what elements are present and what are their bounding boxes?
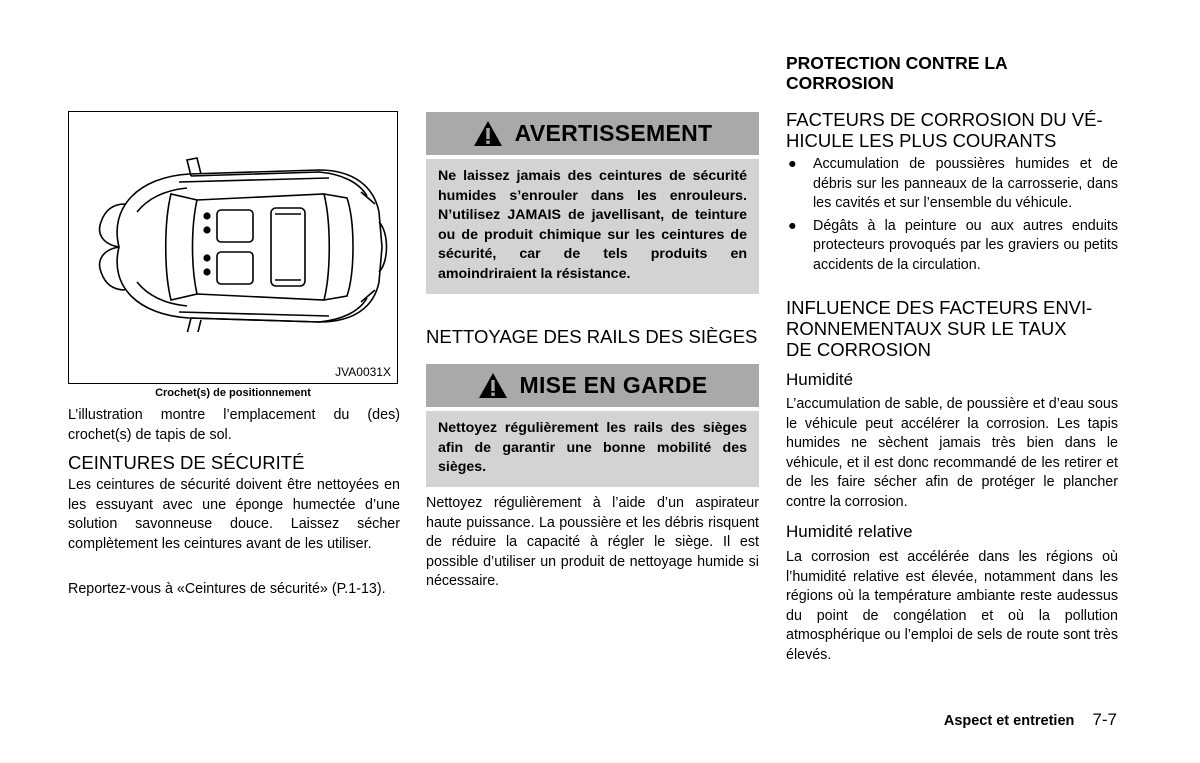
- list-item: ● Accumulation de poussières humides et de débris sur les panneaux de la carrosserie, dans les cavités et sur l’ensemble du véhicule.: [788, 156, 1118, 212]
- seatbelt-heading: CEINTURES DE SÉCURITÉ: [68, 452, 305, 473]
- warning-triangle-icon: [473, 120, 503, 147]
- relative-humidity-heading: Humidité relative: [786, 522, 913, 541]
- warning-triangle-icon: [478, 372, 508, 399]
- factors-heading: FACTEURS DE CORROSION DU VÉHICULE LES PLUS COURANTS: [786, 109, 1103, 151]
- rails-paragraph: Nettoyez régulièrement à l’aide d’un aspirateur haute puissance. La poussière et les débris risquent de réduire la capacité à régler le siège. Il est possible d’utiliser un produit de nettoyage humide si nécessaire.: [426, 495, 759, 590]
- relative-humidity-paragraph: La corrosion est accélérée dans les régions où l’humidité relative est élevée, notamment dans les régions où la température ambiante reste audessus du point de congélation et où la pollution atmosphérique ou l’emploi de sels de route sont très élevés.: [786, 549, 1118, 663]
- seatbelt-paragraph: Les ceintures de sécurité doivent être nettoyées en les essuyant avec une éponge humectée d’une solution savonneuse douce. Laissez sécher complètement les ceintures avant de les utiliser.: [68, 477, 400, 552]
- caution-body: Nettoyez régulièrement les rails des sièges afin de garantir une bonne mobilité des sièges.: [426, 411, 759, 487]
- footer-section-name: Aspect et entretien: [943, 713, 1075, 729]
- page-number: 7-7: [1092, 710, 1117, 729]
- chapter-heading: PROTECTION CONTRE LA CORROSION: [786, 53, 1008, 93]
- warning-title: AVERTISSEMENT: [514, 120, 713, 146]
- page-footer: [944, 710, 1117, 730]
- caution-header: [426, 364, 759, 407]
- factors-list: [786, 155, 1118, 276]
- warning-body: Ne laissez jamais des ceintures de sécurité humides s’enrouler dans les enrouleurs. N’utilisez JAMAIS de javellisant, de teinture ou de produit chimique sur les ceintures de sécurité, car de tels produits en amoindriraient la résistance.: [426, 159, 759, 294]
- figure-box: [68, 111, 398, 384]
- humidity-paragraph: L’accumulation de sable, de poussière et d’eau sous le véhicule peut accélérer la corrosion. Les tapis humides ne sèchent jamais très bien dans le véhicule, et il est donc recommandé de les retirer et de les faire sécher afin de protéger le plancher contre la corrosion.: [786, 396, 1118, 510]
- figure-caption: Crochet(s) de positionnement: [155, 387, 311, 399]
- seatbelt-reference: Reportez-vous à «Ceintures de sécurité» (P.1-13).: [68, 581, 386, 597]
- car-top-view-illustration: [79, 152, 389, 332]
- bullet-icon: ●: [788, 217, 797, 234]
- warning-box: [426, 112, 759, 294]
- caution-title: MISE EN GARDE: [519, 372, 708, 398]
- influence-heading: INFLUENCE DES FACTEURS ENVIRONNEMENTAUX SUR LE TAUX DE CORROSION: [786, 297, 1093, 360]
- list-item: ● Dégâts à la peinture ou aux autres enduits protecteurs provoqués par les graviers ou petits accidents de la circulation.: [788, 217, 1118, 273]
- humidity-heading: Humidité: [786, 370, 854, 389]
- intro-paragraph: L’illustration montre l’emplacement du (des) crochet(s) de tapis de sol.: [68, 407, 400, 443]
- bullet-icon: ●: [788, 156, 797, 172]
- figure-code: JVA0031X: [335, 365, 391, 379]
- warning-header: [426, 112, 759, 155]
- rails-heading: NETTOYAGE DES RAILS DES SIÈGES: [426, 326, 758, 347]
- caution-box: [426, 364, 759, 487]
